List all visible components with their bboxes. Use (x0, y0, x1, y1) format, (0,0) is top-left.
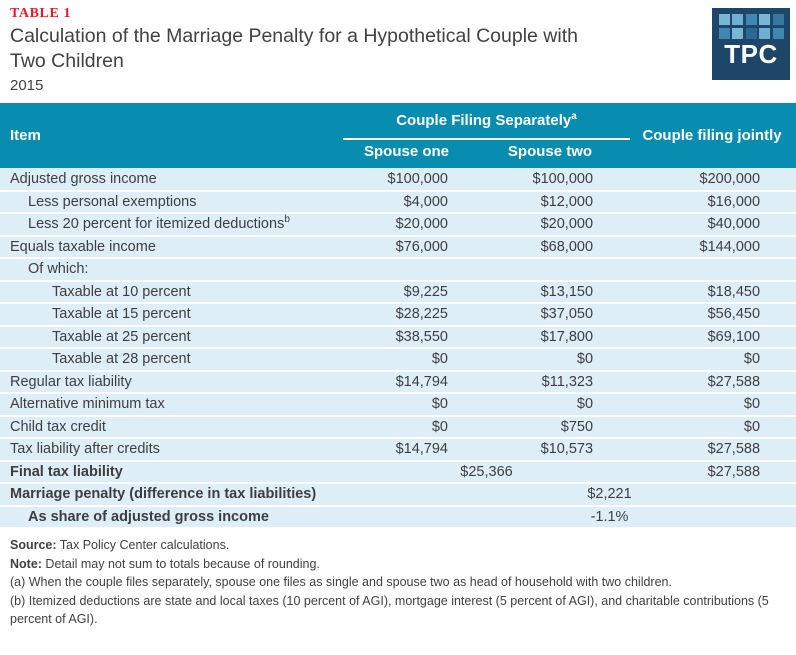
table-row (0, 258, 796, 281)
logo-square (732, 14, 743, 25)
report-header (0, 0, 796, 103)
footnote-a: (a) When the couple files separately, spouse one files as single and spouse two as head of household with two children. (10, 575, 672, 589)
column-header-joint: Couple filing jointly (630, 103, 796, 168)
logo-square (746, 14, 757, 25)
value-spouse-one: $0 (343, 393, 470, 416)
value-spouse-two: $0 (470, 393, 630, 416)
table-row-marriage-penalty (0, 483, 796, 506)
value-joint: $0 (630, 393, 796, 416)
tpc-logo-text: TPC (724, 38, 778, 69)
source-note: Source: Tax Policy Center calculations. (10, 538, 230, 552)
value-spouses-combined: $25,366 (343, 461, 630, 484)
table-row (0, 168, 796, 191)
row-label: Regular tax liability (0, 371, 343, 394)
table-row (0, 303, 796, 326)
table-row (0, 213, 796, 236)
value-spouse-one: $0 (343, 348, 470, 371)
column-header-spouse-two: Spouse two (470, 139, 630, 168)
value-spouse-one: $14,794 (343, 371, 470, 394)
logo-square (759, 14, 770, 25)
row-label: Taxable at 28 percent (0, 348, 343, 371)
row-label: Adjusted gross income (0, 168, 343, 191)
value-joint: $69,100 (630, 326, 796, 349)
value-spouse-one: $100,000 (343, 168, 470, 191)
value-joint (630, 258, 796, 281)
value-joint: $27,588 (630, 438, 796, 461)
value-joint: $56,450 (630, 303, 796, 326)
value-joint: $40,000 (630, 213, 796, 236)
table-row (0, 191, 796, 214)
value-penalty-share: -1.1% (343, 506, 796, 529)
value-spouse-two: $13,150 (470, 281, 630, 304)
table-row-penalty-share (0, 506, 796, 529)
logo-square (732, 28, 743, 39)
table-row (0, 348, 796, 371)
footnotes (0, 529, 790, 629)
value-joint: $0 (630, 348, 796, 371)
value-marriage-penalty: $2,221 (343, 483, 796, 506)
value-spouse-two: $11,323 (470, 371, 630, 394)
value-joint: $27,588 (630, 371, 796, 394)
footnote-b: (b) Itemized deductions are state and local taxes (10 percent of AGI), mortgage interest (5 percent of AGI), and charitable contributions (5 percent of AGI). (10, 593, 769, 626)
row-label: Taxable at 15 percent (0, 303, 343, 326)
tpc-logo (712, 8, 790, 80)
row-label: Less 20 percent for itemized deductions$^b$ (0, 213, 343, 236)
logo-square (746, 28, 757, 39)
value-spouse-two: $12,000 (470, 191, 630, 214)
value-joint: $144,000 (630, 236, 796, 259)
value-spouse-two: $10,573 (470, 438, 630, 461)
value-spouse-one: $14,794 (343, 438, 470, 461)
value-spouse-two: $68,000 (470, 236, 630, 259)
marriage-penalty-table (0, 103, 796, 529)
row-label: Taxable at 10 percent (0, 281, 343, 304)
value-spouse-two: $0 (470, 348, 630, 371)
table-row (0, 416, 796, 439)
header-row-group (0, 103, 796, 139)
table-row-final-tax-liability (0, 461, 796, 484)
page-title: Calculation of the Marriage Penalty for a Hypothetical Couple with Two Children (10, 25, 578, 72)
table-row (0, 236, 796, 259)
table-row (0, 326, 796, 349)
value-spouse-two: $750 (470, 416, 630, 439)
value-spouse-one: $38,550 (343, 326, 470, 349)
row-label: Final tax liability (0, 461, 343, 484)
value-joint: $0 (630, 416, 796, 439)
footnote-marker-a: a (571, 111, 577, 123)
footnote-marker-b: b (284, 214, 290, 226)
rounding-note: Note: Detail may not sum to totals because of rounding. (10, 556, 320, 571)
logo-square (759, 28, 770, 39)
table-number-label: TABLE 1 (10, 6, 72, 21)
table-row (0, 438, 796, 461)
value-spouse-two: $100,000 (470, 168, 630, 191)
table-header (0, 103, 796, 168)
logo-square (773, 28, 784, 39)
value-spouse-one: $20,000 (343, 213, 470, 236)
row-label: Taxable at 25 percent (0, 326, 343, 349)
row-label: As share of adjusted gross income (0, 506, 343, 529)
row-label: Tax liability after credits (0, 438, 343, 461)
value-spouse-one: $9,225 (343, 281, 470, 304)
value-spouse-one (343, 258, 470, 281)
logo-square (719, 14, 730, 25)
column-header-spouse-one: Spouse one (343, 139, 470, 168)
value-spouse-two (470, 258, 630, 281)
column-header-item: Item (0, 103, 343, 168)
value-joint: $200,000 (630, 168, 796, 191)
value-spouse-one: $0 (343, 416, 470, 439)
value-joint: $27,588 (630, 461, 796, 484)
table-row (0, 393, 796, 416)
value-spouse-two: $37,050 (470, 303, 630, 326)
table-row (0, 371, 796, 394)
row-label: Of which: (0, 258, 343, 281)
row-label: Less personal exemptions (0, 191, 343, 214)
value-joint: $16,000 (630, 191, 796, 214)
column-group-filing-separately: Couple Filing Separately$^a$ (343, 103, 630, 139)
value-spouse-two: $17,800 (470, 326, 630, 349)
table-body (0, 168, 796, 528)
source-label: Source: (10, 538, 57, 552)
row-label: Child tax credit (0, 416, 343, 439)
value-spouse-one: $4,000 (343, 191, 470, 214)
value-spouse-two: $20,000 (470, 213, 630, 236)
row-label: Equals taxable income (0, 236, 343, 259)
value-spouse-one: $76,000 (343, 236, 470, 259)
tpc-logo-grid (719, 14, 784, 39)
row-label: Marriage penalty (difference in tax liabilities) (0, 483, 343, 506)
note-label: Note: (10, 556, 42, 571)
logo-square (773, 14, 784, 25)
value-joint: $18,450 (630, 281, 796, 304)
table-row (0, 281, 796, 304)
row-label: Alternative minimum tax (0, 393, 343, 416)
logo-square (719, 28, 730, 39)
value-spouse-one: $28,225 (343, 303, 470, 326)
year-subtitle: 2015 (10, 77, 44, 94)
